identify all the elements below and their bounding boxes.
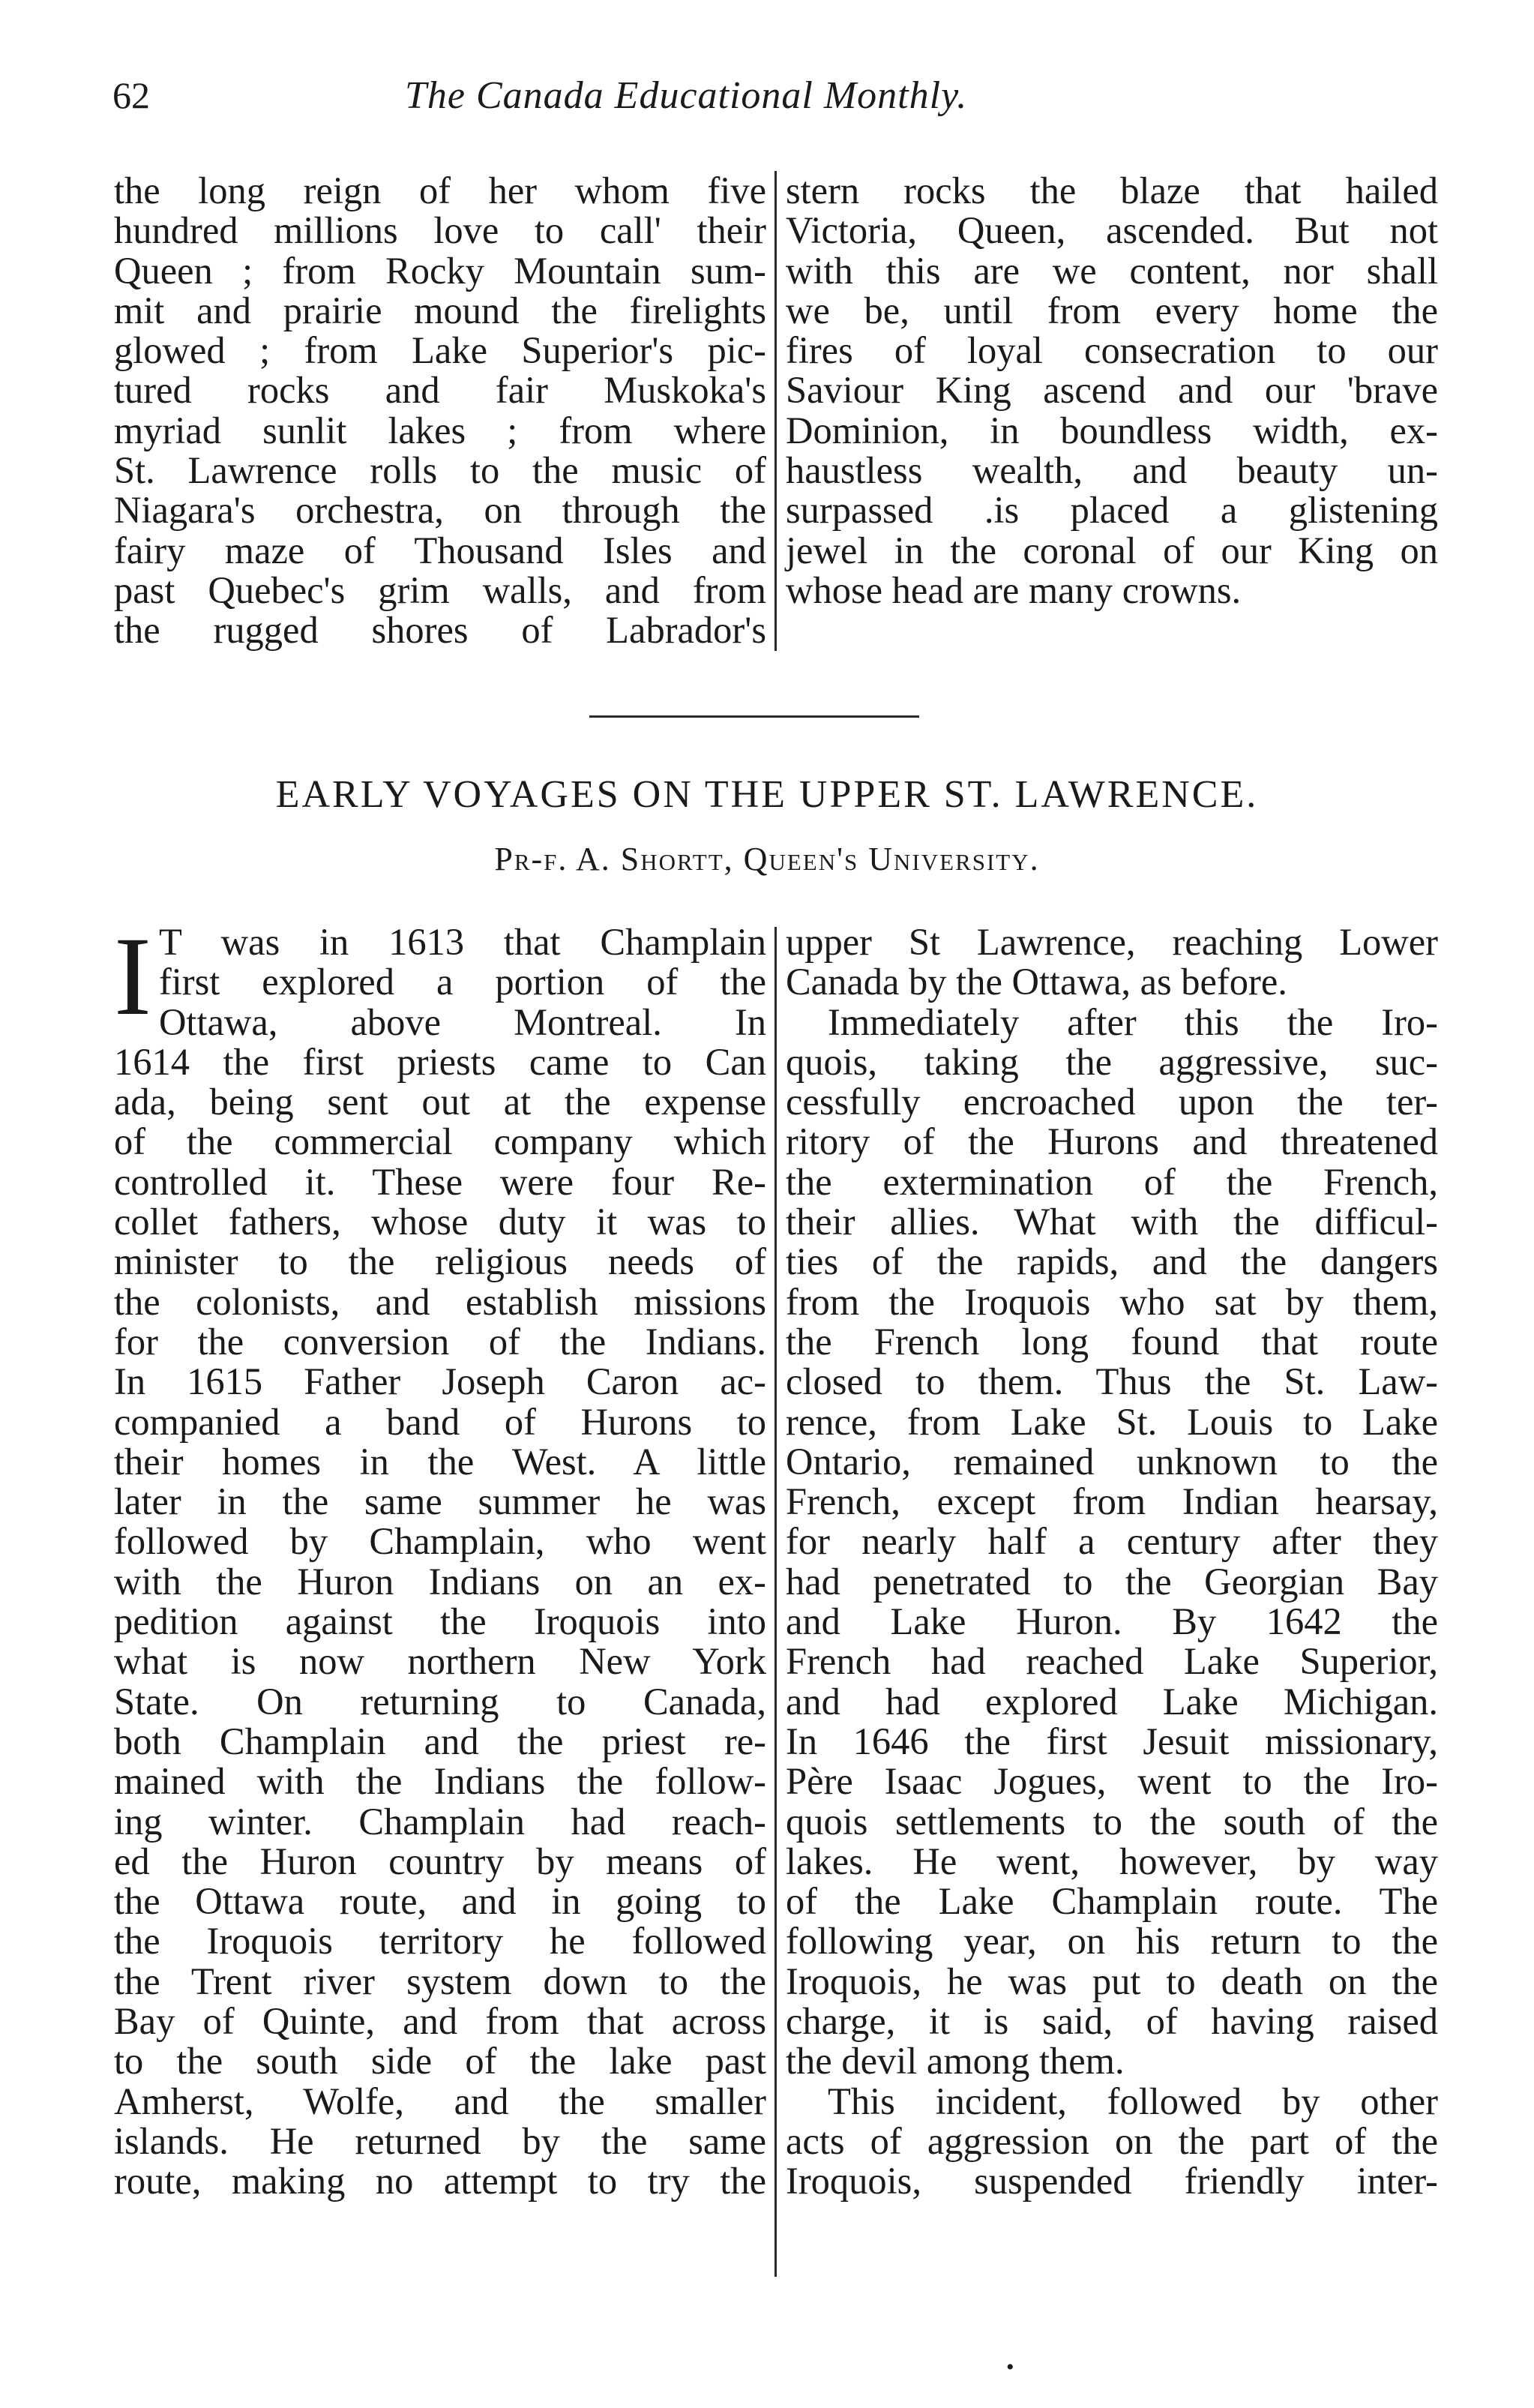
text-line: the devil among them. (786, 2040, 1125, 2083)
text-line: myriad sunlit lakes ; from where (114, 409, 766, 451)
text-line: collet fathers, whose duty it was to (114, 1201, 766, 1243)
text-line: In 1615 Father Joseph Caron ac- (114, 1360, 766, 1403)
text-line: closed to them. Thus the St. Law- (786, 1360, 1438, 1403)
text-line: for the conversion of the Indians. (114, 1320, 766, 1363)
text-line: the Iroquois territory he followed (114, 1920, 766, 1963)
text-line: with this are we content, nor shall (786, 249, 1438, 292)
text-line: Amherst, Wolfe, and the smaller (114, 2080, 766, 2122)
text-line: and had explored Lake Michigan. (786, 1680, 1438, 1723)
text-line: Bay of Quinte, and from that across (114, 2000, 766, 2043)
text-line: quois, taking the aggressive, suc- (786, 1040, 1438, 1083)
text-line: glowed ; from Lake Superior's pic- (114, 329, 766, 372)
text-line: controlled it. These were four Re- (114, 1160, 766, 1203)
text-line: the Ottawa route, and in going to (114, 1880, 766, 1923)
article-left-column (114, 914, 766, 2203)
text-line: French had reached Lake Superior, (786, 1640, 1438, 1683)
text-line: French, except from Indian hearsay, (786, 1480, 1438, 1523)
text-line: the Trent river system down to the (114, 1960, 766, 2002)
column-divider-bottom (774, 927, 777, 2277)
top-right-column (786, 171, 1438, 610)
text-line: rence, from Lake St. Louis to Lake (786, 1400, 1438, 1443)
text-line: Dominion, in boundless width, ex- (786, 409, 1438, 451)
text-line: for nearly half a century after they (786, 1520, 1438, 1563)
text-line: Victoria, Queen, ascended. But not (786, 209, 1438, 252)
text-line: the rugged shores of Labrador's (114, 609, 766, 652)
top-left-column (114, 171, 766, 651)
article-left-lines (114, 1042, 766, 2202)
text-line: whose head are many crowns. (786, 568, 1242, 611)
drop-cap: I (114, 914, 151, 1039)
text-line: fires of loyal consecration to our (786, 329, 1438, 372)
text-line: upper St Lawrence, reaching Lower (786, 921, 1438, 963)
text-line: pedition against the Iroquois into (114, 1600, 766, 1643)
text-line: stern rocks the blaze that hailed (786, 169, 1438, 211)
text-line: of the commercial company which (114, 1120, 766, 1163)
text-line: minister to the religious needs of (114, 1240, 766, 1283)
text-line: their allies. What with the difficul- (786, 1201, 1438, 1243)
text-line: haustless wealth, and beauty un- (786, 449, 1438, 492)
text-line: first explored a portion of the (158, 961, 766, 1003)
text-line: Ottawa, above Montreal. In (158, 1000, 766, 1043)
text-line: lakes. He went, however, by way (786, 1840, 1438, 1882)
text-line: Père Isaac Jogues, went to the Iro- (786, 1760, 1438, 1803)
text-line: quois settlements to the south of the (786, 1800, 1438, 1843)
text-line: their homes in the West. A little (114, 1440, 766, 1483)
article-title: EARLY VOYAGES ON THE UPPER ST. LAWRENCE. (275, 773, 1259, 816)
text-line: In 1646 the first Jesuit missionary, (786, 1720, 1438, 1762)
text-line: ada, being sent out at the expense (114, 1081, 766, 1123)
text-line: the colonists, and establish missions (114, 1280, 766, 1323)
text-line: to the south side of the lake past (114, 2040, 766, 2083)
footer-mark: • (1006, 2355, 1014, 2380)
text-line: later in the same summer he was (114, 1480, 766, 1523)
text-line: the French long found that route (786, 1320, 1438, 1363)
article-right-column (786, 922, 1438, 2202)
text-line: with the Huron Indians on an ex- (114, 1560, 766, 1603)
text-line: Saviour King ascend and our 'brave (786, 369, 1438, 412)
text-line: Immediately after this the Iro- (828, 1000, 1438, 1043)
text-line: from the Iroquois who sat by them, (786, 1280, 1438, 1323)
text-line: jewel in the coronal of our King on (786, 529, 1438, 571)
article-right-paragraph-1 (786, 922, 1438, 1003)
text-line: Queen ; from Rocky Mountain sum- (114, 249, 766, 292)
text-line: State. On returning to Canada, (114, 1680, 766, 1723)
text-line: companied a band of Hurons to (114, 1400, 766, 1443)
text-line: acts of aggression on the part of the (786, 2119, 1438, 2162)
text-line: ritory of the Hurons and threatened (786, 1120, 1438, 1163)
text-line: islands. He returned by the same (114, 2119, 766, 2162)
text-line: Canada by the Ottawa, as before. (786, 961, 1287, 1003)
article-byline: Pr-f. A. Shortt, Queen's University. (494, 841, 1040, 877)
text-line: Ontario, remained unknown to the (786, 1440, 1438, 1483)
article-right-paragraph-2 (786, 1000, 1438, 2083)
article-left-first-lines (114, 914, 766, 1043)
running-head: The Canada Educational Monthly. (405, 74, 968, 117)
text-line: ing winter. Champlain had reach- (114, 1800, 766, 1843)
text-line: route, making no attempt to try the (114, 2160, 766, 2203)
text-line: past Quebec's grim walls, and from (114, 568, 766, 611)
text-line: followed by Champlain, who went (114, 1520, 766, 1563)
text-line: 1614 the first priests came to Can (114, 1040, 766, 1083)
text-line: hundred millions love to call' their (114, 209, 766, 252)
column-divider-top (774, 171, 777, 651)
text-line: mained with the Indians the follow- (114, 1760, 766, 1803)
text-line: both Champlain and the priest re- (114, 1720, 766, 1762)
text-line: charge, it is said, of having raised (786, 2000, 1438, 2043)
text-line: Iroquois, he was put to death on the (786, 1960, 1438, 2002)
text-line: the long reign of her whom five (114, 169, 766, 211)
page-number: 62 (112, 74, 150, 116)
text-line: fairy maze of Thousand Isles and (114, 529, 766, 571)
text-line: T was in 1613 that Champlain (158, 921, 766, 963)
text-line: and Lake Huron. By 1642 the (786, 1600, 1438, 1643)
text-line: Niagara's orchestra, on through the (114, 489, 766, 532)
article-right-paragraph-3 (786, 2082, 1438, 2202)
text-line: mit and prairie mound the firelights (114, 289, 766, 331)
text-line: ed the Huron country by means of (114, 1840, 766, 1882)
text-line: following year, on his return to the (786, 1920, 1438, 1963)
text-line: surpassed .is placed a glistening (786, 489, 1438, 532)
text-line: This incident, followed by other (828, 2080, 1438, 2122)
text-line: we be, until from every home the (786, 289, 1438, 331)
text-line: ties of the rapids, and the dangers (786, 1240, 1438, 1283)
text-line: the extermination of the French, (786, 1160, 1438, 1203)
text-line: Iroquois, suspended friendly inter- (786, 2160, 1438, 2203)
text-line: St. Lawrence rolls to the music of (114, 449, 766, 492)
text-line: what is now northern New York (114, 1640, 766, 1683)
section-divider (589, 715, 919, 718)
text-line: tured rocks and fair Muskoka's (114, 369, 766, 412)
text-line: of the Lake Champlain route. The (786, 1880, 1438, 1923)
text-line: had penetrated to the Georgian Bay (786, 1560, 1438, 1603)
text-line: cessfully encroached upon the ter- (786, 1081, 1438, 1123)
